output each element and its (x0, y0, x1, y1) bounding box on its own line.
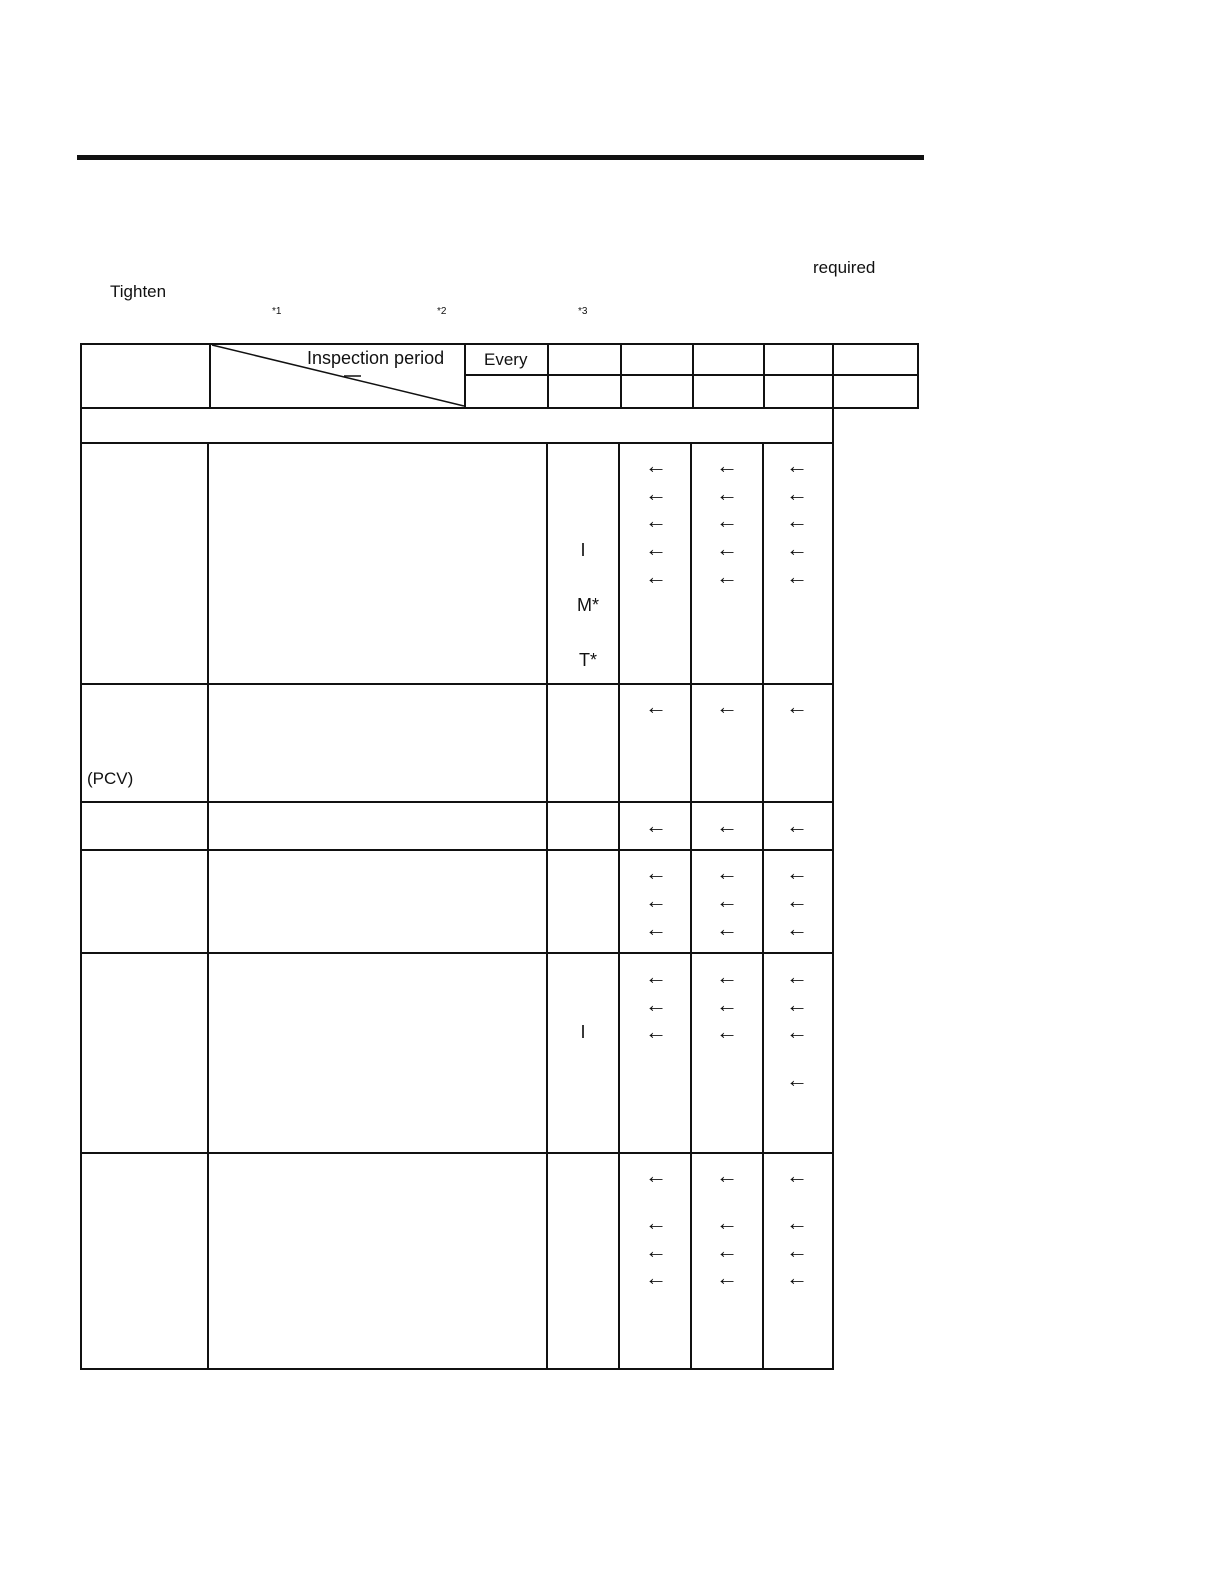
repeat-arrow: ← (786, 1210, 808, 1235)
repeat-arrow: ← (645, 453, 667, 478)
repeat-arrow: ← (786, 1019, 808, 1044)
repeat-arrow: ← (645, 508, 667, 533)
repeat-arrow: ← (645, 813, 667, 838)
repeat-arrow: ← (716, 564, 738, 589)
repeat-arrow: ← (786, 1067, 808, 1092)
repeat-arrow: ← (716, 992, 738, 1017)
repeat-arrow: ← (786, 508, 808, 533)
repeat-arrow: ← (645, 564, 667, 589)
pcv-label: (PCV) (87, 769, 134, 788)
repeat-arrow: ← (716, 860, 738, 885)
repeat-arrow: ← (786, 481, 808, 506)
repeat-arrow: ← (786, 916, 808, 941)
repeat-arrow: ← (786, 453, 808, 478)
inspection-period-label: Inspection period (307, 348, 445, 368)
repeat-arrow: ← (716, 1210, 738, 1235)
repeat-arrow: ← (786, 1238, 808, 1263)
repeat-arrow: ← (716, 694, 738, 719)
repeat-arrow: ← (645, 481, 667, 506)
repeat-arrow: ← (645, 860, 667, 885)
repeat-arrow: ← (786, 1163, 808, 1188)
footnote-mark-1: *1 (272, 306, 282, 317)
mark-m-row1: M* (577, 595, 599, 615)
repeat-arrow: ← (716, 536, 738, 561)
repeat-arrow: ← (716, 508, 738, 533)
repeat-arrow: ← (786, 964, 808, 989)
repeat-arrow: ← (716, 1163, 738, 1188)
repeat-arrow: ← (716, 481, 738, 506)
repeat-arrow: ← (645, 964, 667, 989)
repeat-arrow: ← (786, 888, 808, 913)
repeat-arrow: ← (645, 888, 667, 913)
repeat-arrow: ← (716, 453, 738, 478)
repeat-arrow: ← (645, 1238, 667, 1263)
repeat-arrow: ← (645, 694, 667, 719)
repeat-arrow: ← (786, 813, 808, 838)
repeat-arrow: ← (716, 1019, 738, 1044)
repeat-arrow: ← (716, 964, 738, 989)
repeat-arrow: ← (645, 1019, 667, 1044)
header-word-required: required (813, 258, 876, 277)
repeat-arrow: ← (645, 1163, 667, 1188)
repeat-arrow: ← (786, 694, 808, 719)
repeat-arrow: ← (716, 1265, 738, 1290)
repeat-arrow: ← (645, 992, 667, 1017)
footnote-mark-3: *3 (578, 306, 588, 317)
repeat-arrow: ← (786, 564, 808, 589)
repeat-arrow: ← (645, 1265, 667, 1290)
repeat-arrow: ← (786, 536, 808, 561)
repeat-arrow: ← (645, 916, 667, 941)
mark-t-row1: T* (579, 650, 597, 670)
repeat-arrow: ← (786, 992, 808, 1017)
header-word-tighten: Tighten (110, 282, 167, 301)
repeat-arrow: ← (716, 888, 738, 913)
repeat-arrow: ← (645, 1210, 667, 1235)
repeat-arrow: ← (786, 860, 808, 885)
repeat-arrow: ← (645, 536, 667, 561)
footnote-mark-2: *2 (437, 306, 447, 317)
every-label: Every (484, 350, 528, 369)
mark-i-row1: I (580, 540, 586, 560)
mark-i-row5: I (580, 1022, 586, 1042)
repeat-arrow: ← (716, 813, 738, 838)
repeat-arrow: ← (786, 1265, 808, 1290)
repeat-arrow: ← (716, 1238, 738, 1263)
repeat-arrow: ← (716, 916, 738, 941)
